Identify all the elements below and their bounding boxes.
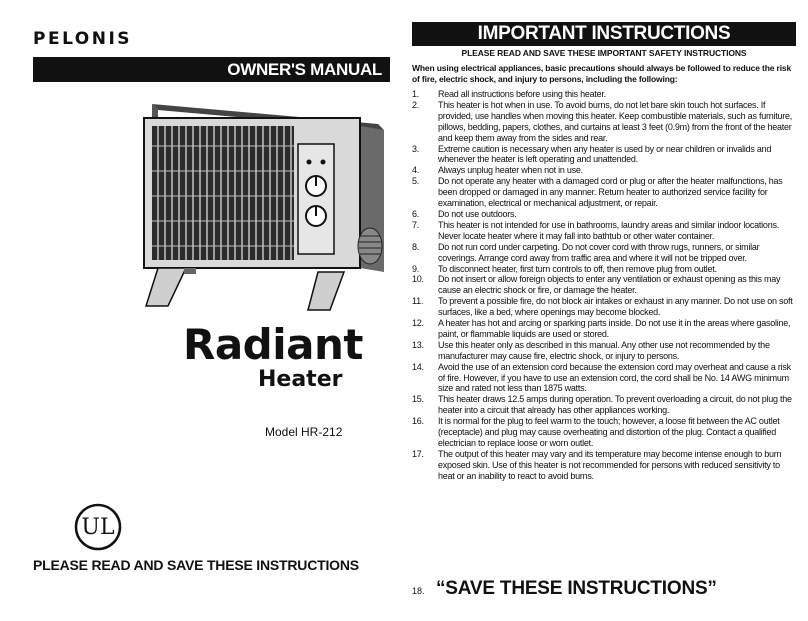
instruction-number: 15. xyxy=(412,394,424,405)
instruction-item xyxy=(412,362,798,395)
instruction-number: 4. xyxy=(412,165,420,176)
instruction-number: 16. xyxy=(412,416,424,427)
instruction-text: Avoid the use of an extension cord because the extension cord may overheat and cause a risk of fire. However, if you have to use an extension cord, the cord shall be No. 14 AWG minimum size and rated not less than 1875 watts. xyxy=(438,361,791,394)
instruction-text: This heater is hot when in use. To avoid burns, do not let bare skin touch hot surfaces. If provided, use handles when moving this heater. Keep combustible materials, such as furniture, pillows, bedding, papers, clothes, and curtains at least 3 feet (0.9m) from the front of the heater and keep them away from the sides and rear. xyxy=(438,99,792,143)
instruction-number: 12. xyxy=(412,318,424,329)
instruction-text: This heater is not intended for use in bathrooms, laundry areas and similar indoor locations. Never locate heater where it may fall into bathtub or other water container. xyxy=(438,219,779,241)
product-title: Radiant xyxy=(183,320,363,369)
instruction-number: 5. xyxy=(412,176,420,187)
cover-page xyxy=(0,0,400,621)
intro-paragraph: When using electrical appliances, basic precautions should always be followed to reduce the risk of fire, electric shock, and injury to persons, including the following: xyxy=(412,63,792,84)
important-instructions-header: IMPORTANT INSTRUCTIONS xyxy=(412,22,796,46)
instruction-item xyxy=(412,264,798,275)
owners-manual-banner xyxy=(33,57,390,82)
instruction-text: Use this heater only as described in this manual. Any other use not recommended by the manufacturer may cause fire, electric shock, or injury to persons. xyxy=(438,339,770,361)
product-subtitle: Heater xyxy=(258,367,343,392)
heater-illustration xyxy=(138,96,388,314)
instruction-text: The output of this heater may vary and its temperature may become intense enough to burn exposed skin. Use of this heater is not recommended for persons with reduced sensitivity to heat or an inability to react to avoid burns. xyxy=(438,448,782,481)
instruction-number: 1. xyxy=(412,89,420,99)
safety-subheader: PLEASE READ AND SAVE THESE IMPORTANT SAFETY INSTRUCTIONS xyxy=(461,48,747,58)
instruction-text: To disconnect heater, first turn controls to off, then remove plug from outlet. xyxy=(438,263,717,274)
instructions-page xyxy=(412,0,808,621)
instruction-number: 9. xyxy=(412,263,420,274)
final-item-text: “SAVE THESE INSTRUCTIONS” xyxy=(436,578,717,599)
instruction-number: 11. xyxy=(412,296,424,307)
ul-mark-text: UL xyxy=(81,515,115,540)
instruction-number: 2. xyxy=(412,99,420,110)
instruction-text: Extreme caution is necessary when any heater is used by or near children or invalids and whenever the heater is left operating and unattended. xyxy=(438,143,772,165)
instruction-item xyxy=(412,274,798,296)
instruction-number: 7. xyxy=(412,219,420,230)
instruction-item xyxy=(412,394,798,416)
instruction-text: Do not run cord under carpeting. Do not cover cord with throw rugs, runners, or similar coverings. Arrange cord away from traffic area and where it will not be tripped over. xyxy=(438,241,760,263)
instruction-number: 10. xyxy=(412,274,424,285)
brand-logo: PELONIS xyxy=(33,29,133,49)
instruction-number: 6. xyxy=(412,208,420,219)
final-item-number: 18. xyxy=(412,586,425,596)
instruction-item xyxy=(412,340,798,362)
instruction-list xyxy=(412,89,798,482)
instruction-item xyxy=(412,144,798,166)
instruction-text: Always unplug heater when not in use. xyxy=(438,165,583,176)
instruction-item xyxy=(412,296,798,318)
instruction-item xyxy=(412,416,798,449)
instruction-item xyxy=(412,89,798,100)
model-number: Model HR-212 xyxy=(265,425,343,439)
instruction-number: 14. xyxy=(412,361,424,372)
save-instructions-final xyxy=(412,578,798,600)
instruction-item xyxy=(412,220,798,242)
instruction-item xyxy=(412,165,798,176)
owners-manual-label: OWNER'S MANUAL xyxy=(227,60,382,79)
instruction-item xyxy=(412,176,798,209)
instruction-text: To prevent a possible fire, do not block air intakes or exhaust in any manner. Do not use on soft surfaces, like a bed, where openings may become blocked. xyxy=(438,296,793,318)
ul-listed-icon xyxy=(74,503,122,551)
instruction-item xyxy=(412,242,798,264)
instruction-item xyxy=(412,209,798,220)
instruction-text: It is normal for the plug to feel warm to the touch; however, a loose fit between the AC outlet (receptacle) and plug may cause overheating and distortion of the plug. Contact a qualified electrician to replace loose or worn outlet. xyxy=(438,416,780,448)
instruction-item xyxy=(412,449,798,482)
save-instructions-footer: PLEASE READ AND SAVE THESE INSTRUCTIONS xyxy=(33,557,359,573)
instruction-number: 3. xyxy=(412,143,420,154)
instruction-text: Do not use outdoors. xyxy=(438,208,517,219)
instruction-text: A heater has hot and arcing or sparking parts inside. Do not use it in the areas where gasoline, paint, or flammable liquids are used or stored. xyxy=(438,318,791,339)
instruction-item xyxy=(412,318,798,340)
instruction-number: 13. xyxy=(412,339,424,350)
instruction-text: Do not operate any heater with a damaged cord or plug or after the heater malfunctions, has been dropped or damaged in any manner. Return heater to authorized service facility for examination, electrical or mechanical adjustment, or repair. xyxy=(438,176,783,209)
instruction-number: 8. xyxy=(412,241,420,252)
instruction-text: Read all instructions before using this heater. xyxy=(438,89,606,99)
instruction-text: Do not insert or allow foreign objects to enter any ventilation or exhaust opening as this may cause an electric shock or fire, or damage the heater. xyxy=(438,274,781,296)
instruction-text: This heater draws 12.5 amps during operation. To prevent overloading a circuit, do not plug the heater into a circuit that already has other appliances working. xyxy=(438,394,792,416)
instruction-number: 17. xyxy=(412,448,424,459)
instruction-item xyxy=(412,100,798,144)
